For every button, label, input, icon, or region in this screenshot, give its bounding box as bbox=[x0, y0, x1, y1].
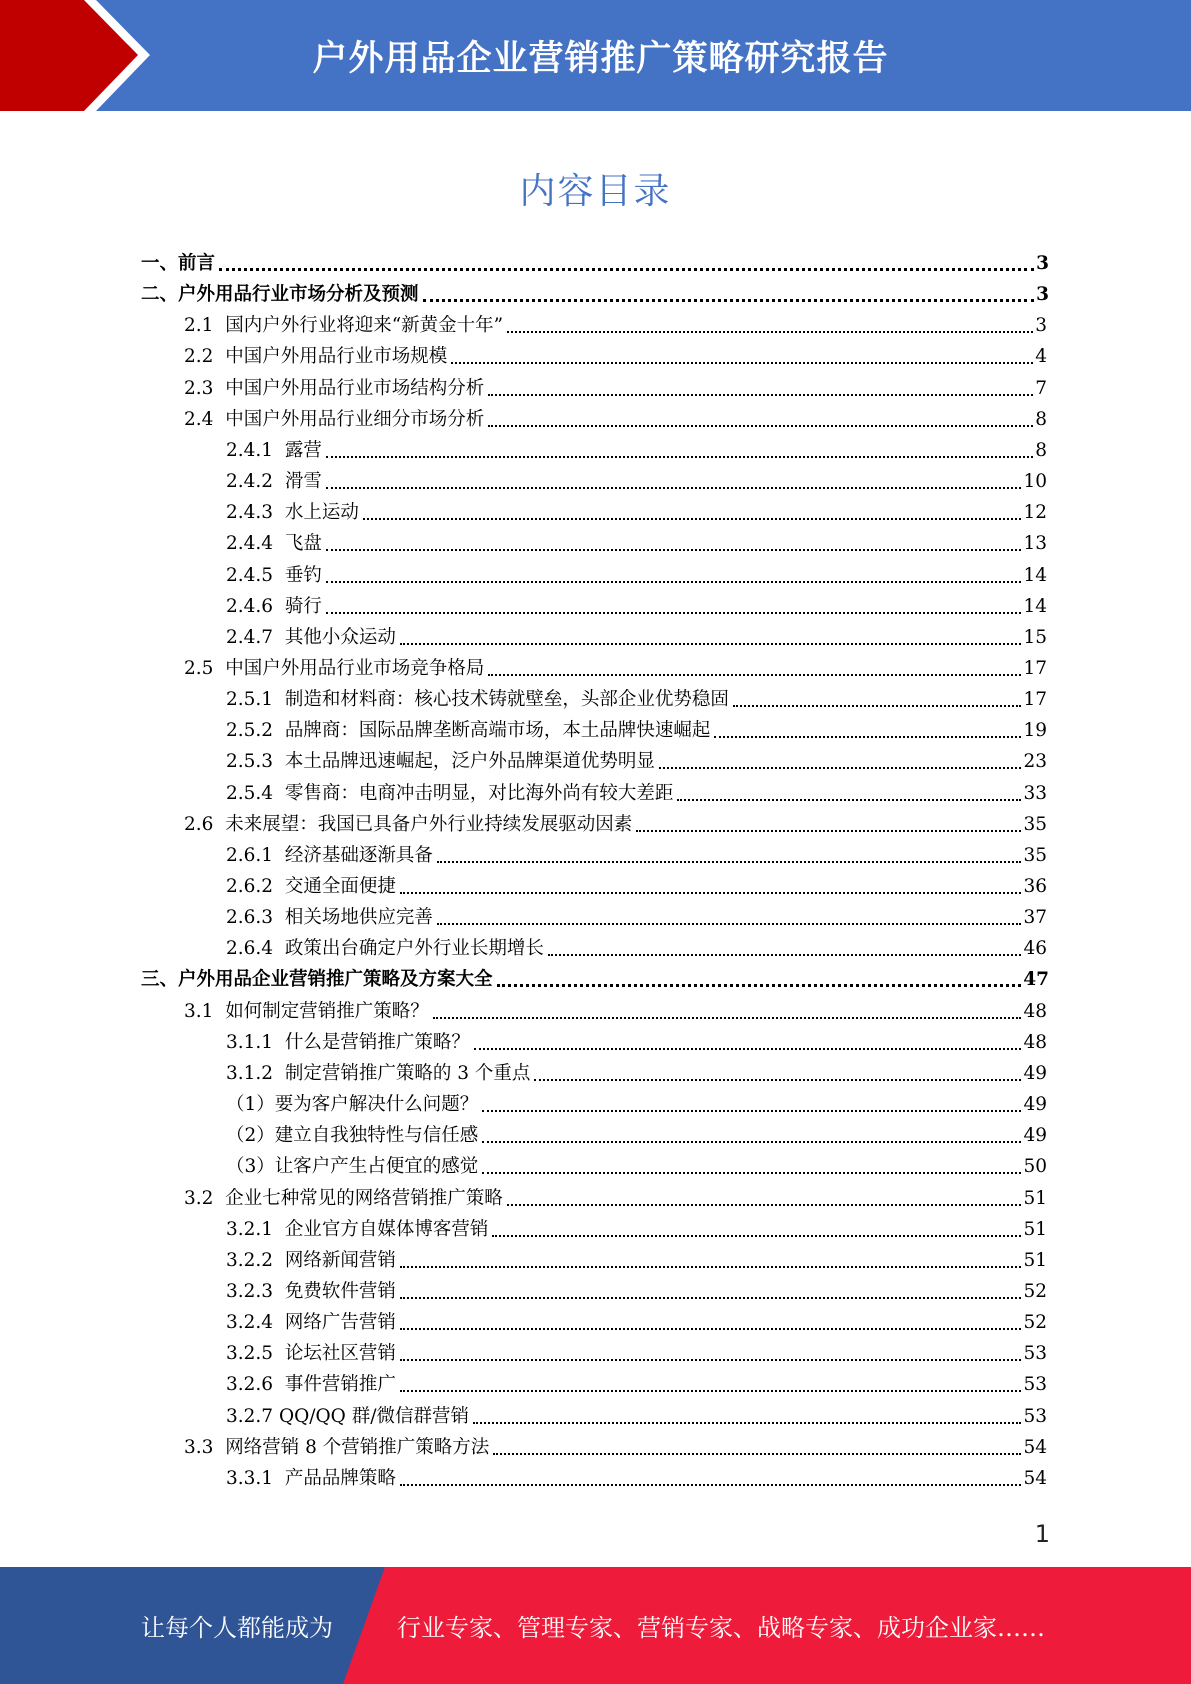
toc-dot-leader bbox=[326, 456, 1033, 458]
toc-entry-page: 33 bbox=[1023, 782, 1047, 804]
toc-entry-page: 51 bbox=[1023, 1218, 1047, 1240]
toc-dot-leader bbox=[714, 736, 1021, 738]
toc-entry-number: 2.4.6 bbox=[226, 595, 274, 617]
toc-dot-leader bbox=[548, 954, 1022, 956]
toc-entry-number: 2.4.4 bbox=[226, 533, 274, 555]
toc-entry[interactable] bbox=[226, 1024, 1047, 1055]
toc-entry-page: 14 bbox=[1023, 595, 1047, 617]
toc-entry-page: 17 bbox=[1023, 657, 1047, 679]
toc-entry-page: 46 bbox=[1023, 938, 1047, 960]
toc-dot-leader bbox=[400, 1297, 1022, 1299]
toc-dot-leader bbox=[493, 1453, 1021, 1455]
toc-entry-number: 3.1.1 bbox=[226, 1031, 274, 1053]
toc-entry-page: 3 bbox=[1036, 253, 1049, 274]
toc-entry-number: 2.4.5 bbox=[226, 564, 274, 586]
toc-entry-title: （2）建立自我独特性与信任感 bbox=[226, 1125, 479, 1147]
toc-entry-number: 3.2.4 bbox=[226, 1312, 274, 1334]
toc-entry-number: 2.5.2 bbox=[226, 720, 274, 742]
toc-entry-number: 2.6 bbox=[184, 813, 214, 835]
toc-entry-title: 网络营销 8 个营销推广策略方法 bbox=[225, 1436, 490, 1458]
toc-entry-number: 2.6.1 bbox=[226, 844, 274, 866]
toc-entry-page: 52 bbox=[1023, 1312, 1047, 1334]
toc-entry[interactable] bbox=[226, 1086, 1047, 1117]
toc-entry[interactable] bbox=[226, 1460, 1047, 1491]
toc-entry-title: （3）让客户产生占便宜的感觉 bbox=[226, 1156, 479, 1178]
toc-dot-leader bbox=[400, 1484, 1022, 1486]
toc-entry[interactable] bbox=[226, 1304, 1047, 1335]
toc-entry-page: 35 bbox=[1023, 813, 1047, 835]
toc-entry[interactable] bbox=[226, 1242, 1047, 1273]
toc-dot-leader bbox=[400, 643, 1022, 645]
toc-entry[interactable] bbox=[226, 712, 1047, 743]
toc-entry-title: 网络广告营销 bbox=[284, 1312, 396, 1334]
toc-entry[interactable] bbox=[141, 245, 1049, 276]
toc-entry-page: 54 bbox=[1023, 1436, 1047, 1458]
toc-entry-page: 37 bbox=[1023, 907, 1047, 929]
toc-dot-leader bbox=[326, 581, 1022, 583]
toc-entry-page: 54 bbox=[1023, 1467, 1047, 1489]
toc-dot-leader bbox=[326, 487, 1022, 489]
footer-slogan-left: 让每个人都能成为 bbox=[141, 1614, 333, 1642]
toc-entry[interactable] bbox=[226, 463, 1047, 494]
toc-dot-leader bbox=[437, 861, 1022, 863]
toc-entry[interactable] bbox=[226, 619, 1047, 650]
page-number: 1 bbox=[1034, 1520, 1050, 1548]
toc-entry[interactable] bbox=[226, 837, 1047, 868]
toc-entry-number: 3.2.2 bbox=[226, 1249, 274, 1271]
toc-entry-title: 论坛社区营销 bbox=[284, 1343, 396, 1365]
toc-entry-number: 2.4 bbox=[184, 408, 214, 430]
toc-entry-page: 52 bbox=[1023, 1280, 1047, 1302]
toc-entry-number: 2.6.4 bbox=[226, 938, 274, 960]
toc-entry-title: 政策出台确定户外行业长期增长 bbox=[284, 938, 544, 960]
toc-entry-page: 35 bbox=[1023, 844, 1047, 866]
toc-entry-title: 垂钓 bbox=[284, 564, 322, 586]
toc-entry-title: 3.2.7 QQ/QQ 群/微信群营销 bbox=[226, 1405, 469, 1427]
toc-entry-number: 3.1.2 bbox=[226, 1062, 274, 1084]
toc-dot-leader bbox=[451, 362, 1033, 364]
toc-entry-title: 交通全面便捷 bbox=[284, 876, 396, 897]
toc-entry[interactable] bbox=[226, 1211, 1047, 1242]
toc-entry-page: 48 bbox=[1023, 1000, 1047, 1022]
toc-entry[interactable] bbox=[226, 1366, 1047, 1397]
toc-entry-title: 相关场地供应完善 bbox=[284, 907, 433, 929]
toc-entry-number: 2.4.7 bbox=[226, 626, 274, 648]
toc-entry-title: 网络新闻营销 bbox=[284, 1249, 396, 1271]
toc-dot-leader bbox=[534, 1079, 1021, 1081]
toc-dot-leader bbox=[482, 1141, 1021, 1143]
toc-entry[interactable] bbox=[226, 681, 1047, 712]
toc-dot-leader bbox=[733, 705, 1022, 707]
toc-entry-number: 2.6.3 bbox=[226, 907, 274, 929]
toc-entry-page: 3 bbox=[1036, 284, 1049, 306]
toc-entry[interactable] bbox=[184, 806, 1047, 837]
toc-dot-leader bbox=[400, 1359, 1022, 1361]
toc-entry-number: 3.3 bbox=[184, 1436, 214, 1458]
toc-dot-leader bbox=[497, 984, 1022, 987]
toc-entry-title: 什么是营销推广策略？ bbox=[284, 1031, 470, 1053]
toc-entry-number: 2.5.4 bbox=[226, 782, 274, 804]
toc-entry[interactable] bbox=[184, 370, 1047, 401]
toc-entry-title: 滑雪 bbox=[284, 471, 322, 493]
toc-entry[interactable] bbox=[226, 1117, 1047, 1148]
toc-entry[interactable] bbox=[226, 1273, 1047, 1304]
toc-entry-number: 2.1 bbox=[184, 315, 214, 337]
toc-entry-page: 8 bbox=[1035, 408, 1047, 430]
toc-entry-title: 其他小众运动 bbox=[284, 626, 396, 648]
toc-entry-title: 中国户外用品行业细分市场分析 bbox=[225, 408, 485, 430]
toc-entry[interactable] bbox=[226, 743, 1047, 774]
toc-entry[interactable] bbox=[226, 588, 1047, 619]
toc-dot-leader bbox=[423, 299, 1035, 302]
toc-entry-title: 中国户外用品行业市场竞争格局 bbox=[225, 657, 485, 679]
toc-entry-page: 19 bbox=[1023, 720, 1047, 742]
toc-dot-leader bbox=[474, 1048, 1022, 1050]
toc-entry-page: 17 bbox=[1023, 689, 1047, 711]
toc-entry-page: 51 bbox=[1023, 1249, 1047, 1271]
toc-entry-page: 36 bbox=[1023, 876, 1047, 897]
toc-entry[interactable] bbox=[226, 1398, 1047, 1429]
toc-entry-title: 露营 bbox=[284, 439, 322, 461]
toc-entry-title: 企业七种常见的网络营销推广策略 bbox=[225, 1187, 503, 1209]
toc-entry-title: （1）要为客户解决什么问题？ bbox=[226, 1094, 479, 1116]
toc-entry-page: 49 bbox=[1023, 1094, 1047, 1116]
toc-entry[interactable] bbox=[184, 1429, 1047, 1460]
toc-dot-leader bbox=[492, 1235, 1021, 1237]
toc-dot-leader bbox=[488, 425, 1033, 427]
toc-dot-leader bbox=[326, 612, 1022, 614]
toc-entry-title: 品牌商：国际品牌垄断高端市场，本土品牌快速崛起 bbox=[284, 720, 711, 742]
toc-entry-title: 零售商：电商冲击明显，对比海外尚有较大差距 bbox=[284, 782, 674, 804]
toc-entry-page: 49 bbox=[1023, 1062, 1047, 1084]
toc-entry-page: 12 bbox=[1023, 502, 1047, 524]
toc-entry[interactable] bbox=[226, 432, 1047, 463]
toc-entry-number: 2.5 bbox=[184, 657, 214, 679]
toc-dot-leader bbox=[488, 674, 1021, 676]
toc-entry-title: 中国户外用品行业市场规模 bbox=[225, 346, 448, 368]
toc-entry[interactable] bbox=[184, 338, 1047, 369]
toc-entry-title: 水上运动 bbox=[284, 502, 359, 524]
toc-entry-page: 3 bbox=[1035, 315, 1047, 337]
toc-dot-leader bbox=[400, 1328, 1022, 1330]
toc-dot-leader bbox=[636, 830, 1021, 832]
toc-entry-number: 3.1 bbox=[184, 1000, 214, 1022]
toc-entry-number: 2.6.2 bbox=[226, 876, 274, 897]
toc-entry-title: 制造和材料商：核心技术铸就壁垒，头部企业优势稳固 bbox=[284, 689, 729, 711]
toc-entry-title: 国内户外行业将迎来“新黄金十年” bbox=[225, 315, 504, 337]
toc-dot-leader bbox=[473, 1422, 1021, 1424]
toc-dot-leader bbox=[659, 767, 1022, 769]
toc-entry[interactable] bbox=[226, 775, 1047, 806]
page-footer bbox=[0, 1567, 1191, 1684]
toc-entry-number: 2.5.3 bbox=[226, 751, 274, 773]
toc-entry-number: 2.2 bbox=[184, 346, 214, 368]
toc-entry-page: 49 bbox=[1023, 1125, 1047, 1147]
toc-entry-number: 2.4.2 bbox=[226, 471, 274, 493]
toc-dot-leader bbox=[363, 518, 1022, 520]
toc-entry-page: 50 bbox=[1023, 1156, 1047, 1178]
toc-entry-number: 3.2.6 bbox=[226, 1374, 274, 1396]
toc-entry[interactable] bbox=[184, 650, 1047, 681]
toc-entry-page: 8 bbox=[1035, 439, 1047, 461]
toc-entry-page: 23 bbox=[1023, 751, 1047, 773]
toc-dot-leader bbox=[219, 268, 1034, 271]
toc-entry-title: 三、户外用品企业营销推广策略及方案大全 bbox=[141, 969, 493, 991]
toc-entry-title: 企业官方自媒体博客营销 bbox=[284, 1218, 489, 1240]
toc-entry-title: 制定营销推广策略的 3 个重点 bbox=[284, 1062, 531, 1084]
report-title: 户外用品企业营销推广策略研究报告 bbox=[312, 38, 889, 79]
toc-dot-leader bbox=[400, 1266, 1022, 1268]
toc-entry-title: 中国户外用品行业市场结构分析 bbox=[225, 377, 485, 399]
toc-entry[interactable] bbox=[226, 557, 1047, 588]
toc-entry-number: 2.4.1 bbox=[226, 439, 274, 461]
toc-entry-page: 53 bbox=[1023, 1343, 1047, 1365]
toc-entry[interactable] bbox=[184, 401, 1047, 432]
toc-entry-number: 3.2.3 bbox=[226, 1280, 274, 1302]
toc-entry[interactable] bbox=[226, 494, 1047, 525]
toc-entry-title: 二、户外用品行业市场分析及预测 bbox=[141, 284, 419, 306]
toc-entry[interactable] bbox=[226, 868, 1047, 899]
page-header bbox=[0, 0, 1191, 111]
toc-dot-leader bbox=[433, 1017, 1022, 1019]
toc-entry-title: 一、前言 bbox=[141, 253, 216, 274]
toc-heading: 内容目录 bbox=[519, 171, 672, 212]
toc-entry[interactable] bbox=[226, 899, 1047, 930]
toc-entry-number: 3.2.1 bbox=[226, 1218, 274, 1240]
toc-entry-title: 飞盘 bbox=[284, 533, 322, 555]
toc-dot-leader bbox=[482, 1172, 1021, 1174]
toc-entry-page: 53 bbox=[1023, 1405, 1047, 1427]
toc-entry-title: 未来展望：我国已具备户外行业持续发展驱动因素 bbox=[225, 813, 633, 835]
toc-entry-page: 13 bbox=[1023, 533, 1047, 555]
toc-entry[interactable] bbox=[226, 930, 1047, 961]
toc-entry[interactable] bbox=[184, 307, 1047, 338]
toc-entry-page: 53 bbox=[1023, 1374, 1047, 1396]
toc-entry-number: 2.4.3 bbox=[226, 502, 274, 524]
toc-entry-title: 产品品牌策略 bbox=[284, 1467, 396, 1489]
toc-entry-page: 14 bbox=[1023, 564, 1047, 586]
toc-entry[interactable] bbox=[184, 993, 1047, 1024]
toc-dot-leader bbox=[488, 394, 1033, 396]
toc-entry[interactable] bbox=[226, 1055, 1047, 1086]
toc-entry-page: 10 bbox=[1023, 471, 1047, 493]
toc-entry[interactable] bbox=[226, 1148, 1047, 1179]
toc-dot-leader bbox=[326, 549, 1022, 551]
toc-entry-title: 骑行 bbox=[284, 595, 322, 617]
toc-entry-page: 51 bbox=[1023, 1187, 1047, 1209]
toc-entry-number: 3.3.1 bbox=[226, 1467, 274, 1489]
toc-entry-page: 48 bbox=[1023, 1031, 1047, 1053]
toc-entry[interactable] bbox=[226, 525, 1047, 556]
toc-entry-number: 3.2 bbox=[184, 1187, 214, 1209]
toc-entry[interactable] bbox=[141, 276, 1049, 307]
toc-entry-number: 3.2.5 bbox=[226, 1343, 274, 1365]
toc-dot-leader bbox=[482, 1110, 1021, 1112]
toc-entry-page: 7 bbox=[1035, 377, 1047, 399]
toc-entry-title: 本土品牌迅速崛起，泛户外品牌渠道优势明显 bbox=[284, 751, 655, 773]
toc-dot-leader bbox=[507, 1204, 1022, 1206]
toc-entry-page: 4 bbox=[1035, 346, 1047, 368]
toc-entry-title: 事件营销推广 bbox=[284, 1374, 396, 1396]
toc-dot-leader bbox=[400, 1390, 1022, 1392]
toc-entry[interactable] bbox=[226, 1335, 1047, 1366]
toc-entry-page: 15 bbox=[1023, 626, 1047, 648]
toc-dot-leader bbox=[437, 923, 1022, 925]
toc-dot-leader bbox=[507, 331, 1033, 333]
toc-entry[interactable] bbox=[141, 961, 1049, 992]
toc-entry-title: 经济基础逐渐具备 bbox=[284, 844, 433, 866]
toc-entry-page: 47 bbox=[1023, 969, 1049, 991]
toc-entry-number: 2.3 bbox=[184, 377, 214, 399]
toc-entry[interactable] bbox=[184, 1180, 1047, 1211]
toc-dot-leader bbox=[400, 892, 1022, 894]
toc-dot-leader bbox=[677, 799, 1021, 801]
toc-entry-title: 免费软件营销 bbox=[284, 1280, 396, 1302]
toc-entry-title: 如何制定营销推广策略？ bbox=[225, 1000, 429, 1022]
toc-entry-number: 2.5.1 bbox=[226, 689, 274, 711]
footer-slogan-right: 行业专家、管理专家、营销专家、战略专家、成功企业家…… bbox=[397, 1614, 1045, 1642]
